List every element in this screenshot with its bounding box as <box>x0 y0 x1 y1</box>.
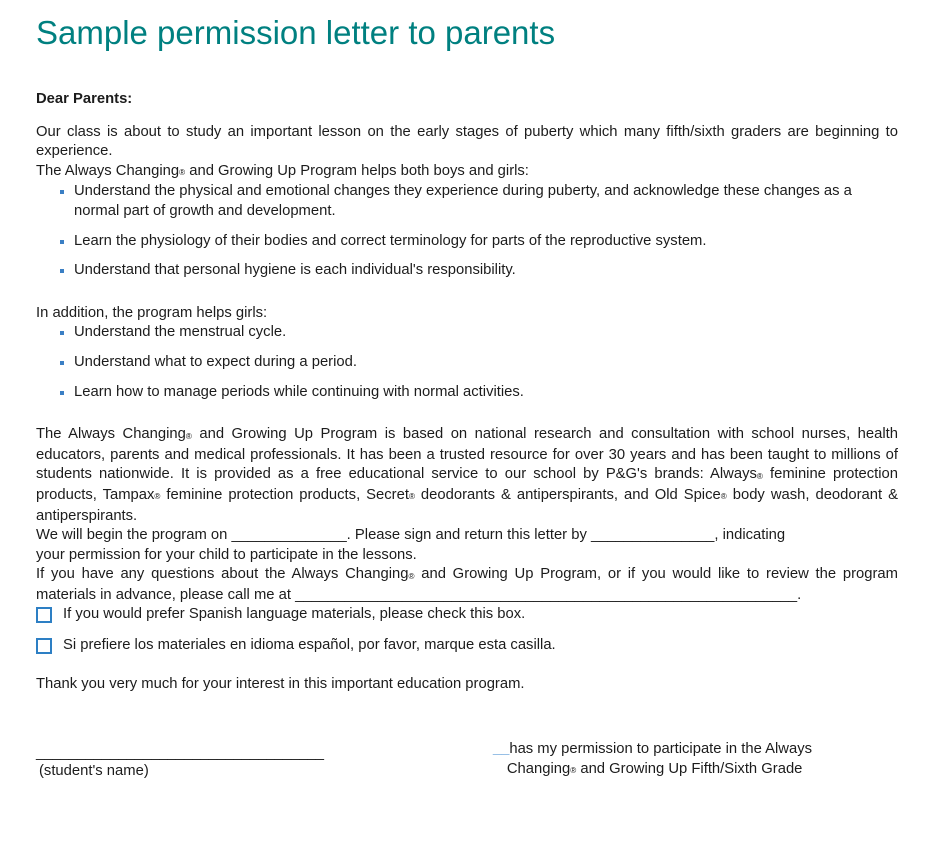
student-name-signature-line: ___________________________________ <box>36 745 325 762</box>
checkbox-icon[interactable] <box>36 607 52 623</box>
salutation: Dear Parents: <box>36 91 133 107</box>
bullet-icon <box>60 190 64 194</box>
spanish-materials-row-es <box>36 636 898 656</box>
paragraph-thanks: Thank you very much for your interest in this important education program. <box>36 675 525 692</box>
paragraph-program-intro: The Always Changing® and Growing Up Program helps both boys and girls: <box>36 162 529 179</box>
bullet-text: Understand what to expect during a period. <box>74 353 357 370</box>
spanish-materials-row <box>36 605 898 625</box>
bullet-item <box>60 383 898 403</box>
bullet-list-girls <box>60 323 898 402</box>
bullet-text: Understand that personal hygiene is each individual's responsibility. <box>74 262 516 279</box>
paragraph-about-program: The Always Changing® and Growing Up Program is based on national research and consultation with school nurses, health educators, parents and medical professionals. It has been a trusted resource for over 30 years and has been taught to millions of students nationwide. It is provided as a free educational service to our school by P&G's brands: Always® feminine protection products, Tampax® feminine protection products, Secret® deodorants & antiperspirants, and Old Spice® body wash, deodorant & antiperspirants. <box>36 426 898 524</box>
bullet-item <box>60 353 898 373</box>
bullet-icon <box>60 269 64 273</box>
language-checkbox-group <box>36 605 898 655</box>
page-title: Sample permission letter to parents <box>36 14 556 51</box>
bullet-text: Understand the physical and emotional changes they experience during puberty, and acknowledge these changes as a normal part of growth and development. <box>74 183 852 219</box>
bullet-text: Learn how to manage periods while continuing with normal activities. <box>74 383 524 400</box>
bullet-icon <box>60 361 64 365</box>
checkbox-label-spanish: Si prefiere los materiales en idioma español, por favor, marque esta casilla. <box>63 637 556 654</box>
bullet-list-both <box>60 182 898 280</box>
permission-line-2: Changing® and Growing Up Fifth/Sixth Grade <box>506 760 803 777</box>
bullet-icon <box>60 240 64 244</box>
student-name-label: (student's name) <box>39 763 149 780</box>
bullet-icon <box>60 331 64 335</box>
bullet-text: Understand the menstrual cycle. <box>74 324 287 341</box>
bullet-text: Learn the physiology of their bodies and correct terminology for parts of the reproductive system. <box>74 232 707 249</box>
permission-blank-line: __ <box>492 741 510 758</box>
checkbox-label-english: If you would prefer Spanish language materials, please check this box. <box>63 606 526 623</box>
checkbox-icon[interactable] <box>36 638 52 654</box>
paragraph-intro: Our class is about to study an important lesson on the early stages of puberty which many fifth/sixth graders are beginning to experience. <box>36 123 898 160</box>
permission-line-1 <box>493 741 812 757</box>
paragraph-girls-intro: In addition, the program helps girls: <box>36 304 268 321</box>
paragraph-begin-date: We will begin the program on ______________. Please sign and return this letter by _______________, indicating your permission for your child to participate in the lessons. <box>36 527 786 563</box>
bullet-icon <box>60 391 64 395</box>
bullet-item <box>60 232 898 252</box>
bullet-item <box>60 323 898 343</box>
permission-statement-block <box>493 740 812 780</box>
bullet-item <box>60 182 898 221</box>
permission-text-1: has my permission to participate in the Always <box>509 741 812 758</box>
bullet-item <box>60 261 898 281</box>
student-name-block <box>36 745 324 780</box>
signature-section <box>36 740 898 780</box>
paragraph-questions: If you have any questions about the Always Changing® and Growing Up Program, or if you would like to review the program materials in advance, please call me at _____________________________________________________________. <box>36 566 898 603</box>
